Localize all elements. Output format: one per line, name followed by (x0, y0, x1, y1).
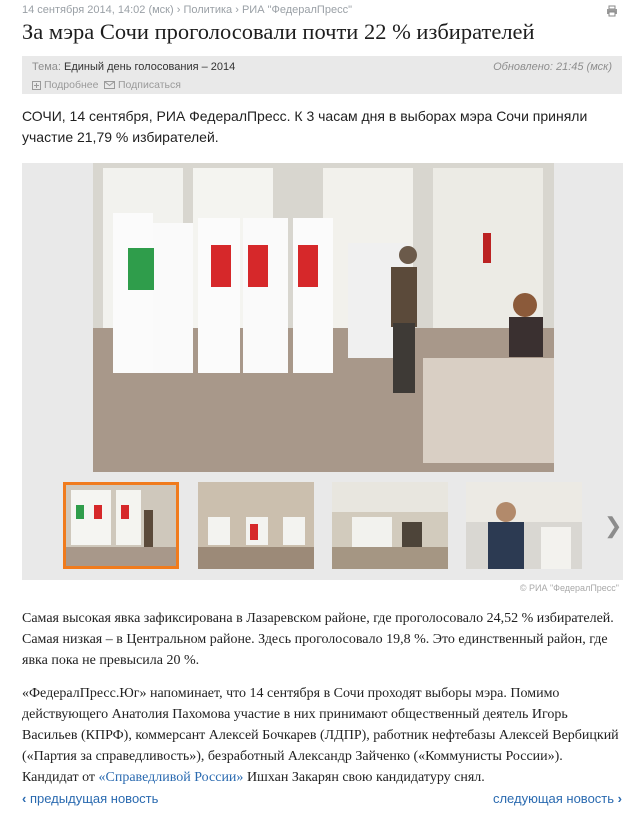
article-date: 14 сентября 2014, 14:02 (мск) (22, 4, 174, 16)
body-paragraph: Самая высокая явка зафиксирована в Лазаревском районе, где проголосовало 24,52 % избирателей. Самая низкая – в Центральном районе. Здесь проголосовало 19,8 %. Это единственный район, где явка пока не превысила 20 %. (22, 611, 614, 668)
gallery-next-arrow[interactable]: ❯ (604, 513, 623, 538)
thumbnail[interactable] (63, 482, 179, 569)
thumbnail[interactable] (198, 482, 314, 569)
page-title: За мэра Сочи проголосовали почти 22 % избирателей (22, 19, 535, 44)
chevron-left-icon: ‹ (22, 791, 27, 806)
section-link[interactable]: Политика (183, 4, 233, 16)
details-label: Подробнее (44, 79, 99, 91)
plus-icon (32, 81, 41, 90)
subscribe-button[interactable] (104, 79, 181, 91)
photo-copyright: © РИА "ФедералПресс" (519, 583, 619, 593)
topic-bar (22, 56, 622, 94)
meta-separator: › (176, 4, 181, 16)
photo-gallery (22, 163, 623, 593)
party-link[interactable]: «Справедливой России» (98, 770, 244, 785)
thumbnail-strip (22, 163, 623, 580)
meta-separator: › (235, 4, 239, 16)
thumbnail[interactable] (332, 482, 448, 569)
prev-news-label: предыдущая новость (29, 791, 159, 806)
body-paragraph (22, 683, 622, 788)
topic-label: Тема: (32, 61, 61, 73)
details-button[interactable] (32, 79, 98, 91)
next-news-link[interactable] (493, 791, 622, 806)
subscribe-label: Подписаться (118, 79, 181, 91)
next-news-label: следующая новость (492, 791, 615, 806)
chevron-right-icon: › (617, 791, 622, 806)
paragraph-text: «ФедералПресс.Юг» напоминает, что 14 сентября в Сочи проходят выборы мэра. Помимо действующего Анатолия Пахомова участие в них принимают общественный деятель Игорь Васильев (КПРФ), коммерсант Алексей Бочкарев (ЛДПР), работник нефтебазы Алексей Вербицкий («Партия за справедливость»), безработный Александр Зайченко («Коммунисты России»). Кандидат от (22, 686, 619, 785)
envelope-icon (104, 81, 115, 89)
updated-time: Обновлено: 21:45 (мск) (493, 61, 612, 73)
thumbnail[interactable] (466, 482, 582, 569)
paragraph-text: Ишхан Закарян свою кандидатуру снял. (243, 770, 485, 785)
prev-news-link[interactable] (22, 791, 158, 806)
topic (32, 61, 235, 73)
article-meta (22, 4, 352, 16)
article-lead: СОЧИ, 14 сентября, РИА ФедералПресс. К 3 часам дня в выборах мэра Сочи приняли участие 21,79 % избирателей. (22, 108, 588, 145)
print-icon[interactable] (606, 5, 618, 17)
source-link[interactable]: РИА "ФедералПресс" (241, 4, 352, 16)
topic-link[interactable]: Единый день голосования – 2014 (64, 61, 236, 73)
